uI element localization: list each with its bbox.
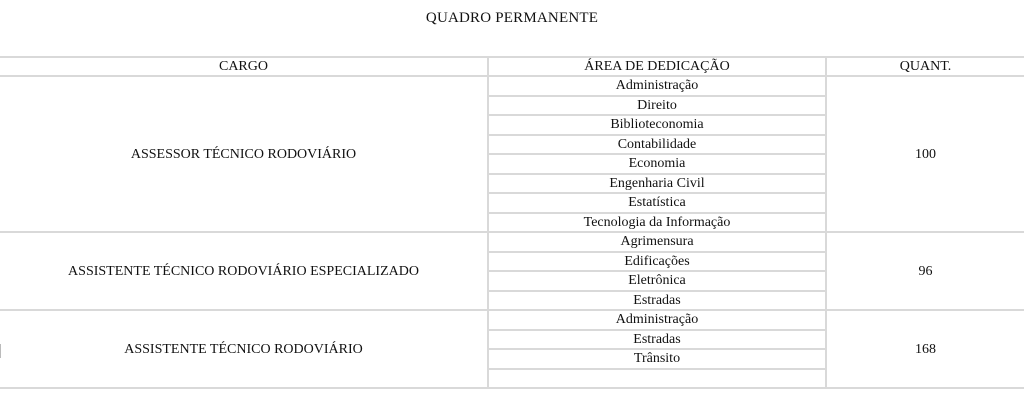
area-cell: Biblioteconomia xyxy=(488,115,826,135)
table-row xyxy=(0,232,1024,252)
quant-cell: 100 xyxy=(826,76,1024,232)
staff-table xyxy=(0,56,1024,389)
area-cell: Administração xyxy=(488,310,826,330)
area-cell: Agrimensura xyxy=(488,232,826,252)
cargo-cell: ASSISTENTE TÉCNICO RODOVIÁRIO ESPECIALIZADO xyxy=(0,232,488,310)
table-row xyxy=(0,76,1024,96)
area-cell: Direito xyxy=(488,96,826,116)
area-cell: Engenharia Civil xyxy=(488,174,826,194)
area-cell: Trânsito xyxy=(488,349,826,369)
area-cell: Edificações xyxy=(488,252,826,272)
area-cell: Estatística xyxy=(488,193,826,213)
document-title: QUADRO PERMANENTE xyxy=(425,10,599,26)
area-cell: Economia xyxy=(488,154,826,174)
header-cargo: CARGO xyxy=(0,57,488,76)
area-cell: Estradas xyxy=(488,291,826,311)
quant-cell: 96 xyxy=(826,232,1024,310)
area-cell: Contabilidade xyxy=(488,135,826,155)
header-quant: QUANT. xyxy=(826,57,1024,76)
area-cell: Administração xyxy=(488,76,826,96)
area-cell: Eletrônica xyxy=(488,271,826,291)
page-edge-mark xyxy=(0,344,1,358)
table-row xyxy=(0,310,1024,330)
cargo-cell: ASSESSOR TÉCNICO RODOVIÁRIO xyxy=(0,76,488,232)
area-cell xyxy=(488,369,826,389)
quant-cell: 168 xyxy=(826,310,1024,388)
cargo-cell: ASSISTENTE TÉCNICO RODOVIÁRIO xyxy=(0,310,488,388)
area-cell: Estradas xyxy=(488,330,826,350)
area-cell: Tecnologia da Informação xyxy=(488,213,826,233)
table-header-row xyxy=(0,57,1024,76)
header-area: ÁREA DE DEDICAÇÃO xyxy=(488,57,826,76)
